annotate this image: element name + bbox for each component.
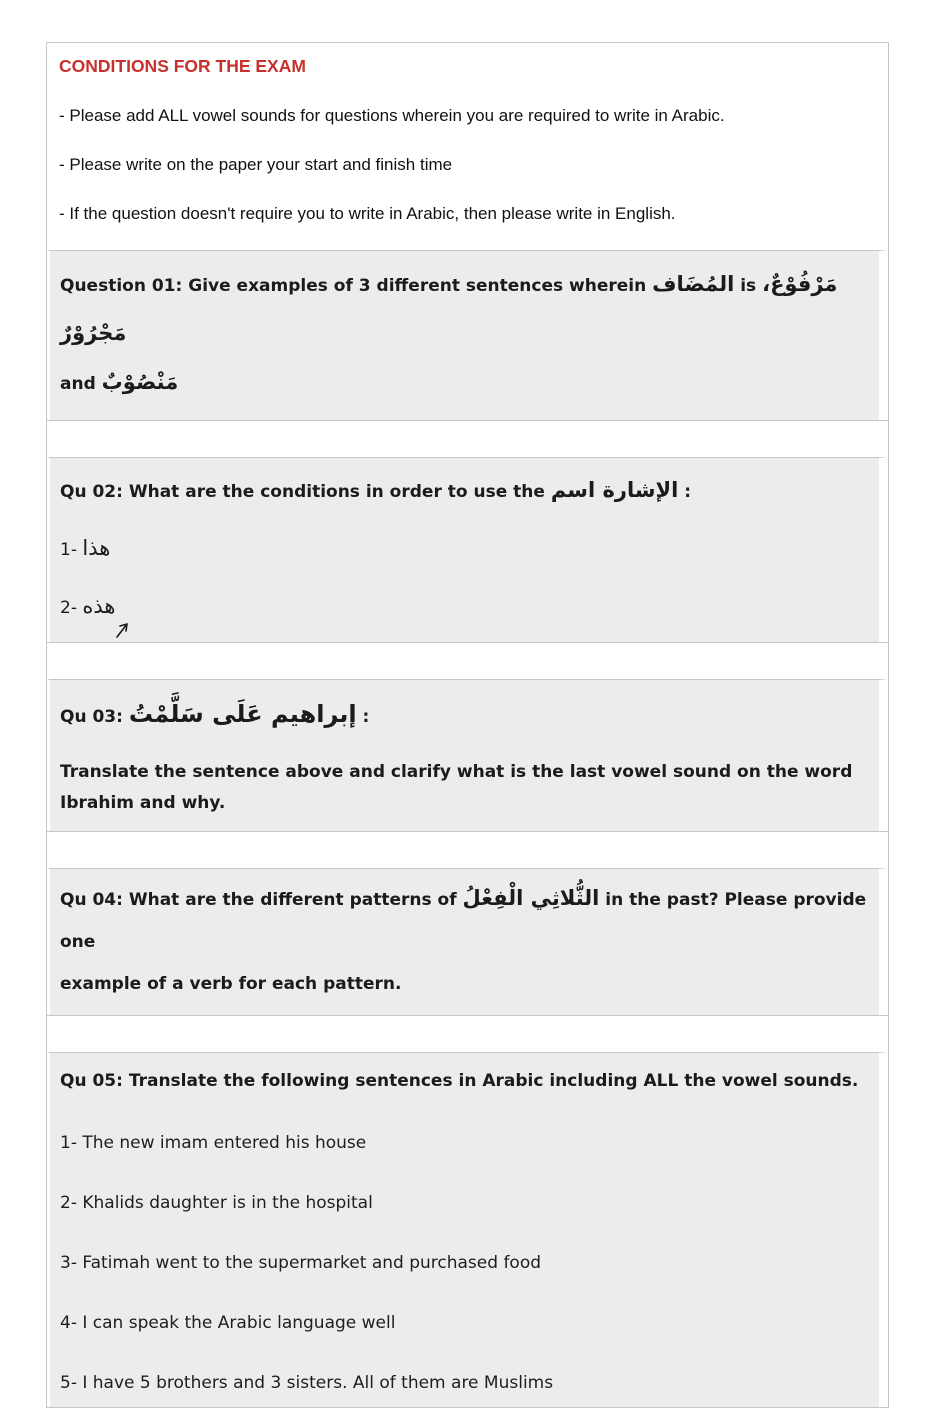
item-text: Fatimah went to the supermarket and purchased food — [82, 1253, 542, 1273]
question-01-section — [47, 250, 888, 420]
question-03-section — [47, 679, 888, 831]
question-05-section — [47, 1052, 888, 1407]
question-04-section — [47, 868, 888, 1015]
question-02-item-2 — [60, 586, 869, 628]
question-02-item-1 — [60, 528, 869, 570]
arabic-sallamtu-ala-ibrahim: سَلَّمْتُ عَلَى إبراهيم — [128, 700, 357, 728]
question-04-label: Qu 04: — [60, 890, 123, 910]
section-gap — [47, 420, 888, 457]
question-02-trailing-colon: : — [684, 482, 692, 502]
question-02-text — [60, 470, 869, 512]
question-05-item-4 — [60, 1310, 869, 1337]
question-02-label: Qu 02: — [60, 482, 123, 502]
question-05-item-3 — [60, 1250, 869, 1277]
question-01-part1: Give examples of 3 different sentences wherein — [188, 276, 647, 296]
section-gap — [47, 642, 888, 679]
item-number: 4- — [60, 1313, 77, 1333]
question-01-label: Question 01: — [60, 276, 183, 296]
condition-item-3: - If the question doesn't require you to write in Arabic, then please write in English. — [59, 204, 676, 223]
exam-document — [46, 42, 889, 1408]
question-03-label: Qu 03: — [60, 707, 123, 727]
question-03-trailing-colon: : — [362, 707, 370, 727]
arabic-hadhihi: هذه — [82, 594, 116, 618]
question-01-part2: is — [740, 276, 757, 296]
question-05-heading — [60, 1065, 869, 1097]
question-04-part2b: example of a verb for each pattern. — [60, 974, 402, 994]
conditions-section — [47, 43, 888, 250]
arabic-hadha: هذا — [82, 536, 111, 560]
question-02-section — [47, 457, 888, 642]
condition-item-2: - Please write on the paper your start and finish time — [59, 155, 453, 174]
arabic-almudaf: المُضَاف — [652, 272, 735, 296]
item-text: The new imam entered his house — [82, 1133, 367, 1153]
question-04-text — [60, 877, 869, 1005]
question-05-item-5 — [60, 1370, 869, 1397]
item-number: 3- — [60, 1253, 77, 1273]
item-number: 1- — [60, 540, 77, 560]
question-01-text — [60, 261, 869, 408]
item-text: Khalids daughter is in the hospital — [82, 1193, 373, 1213]
item-text: I can speak the Arabic language well — [82, 1313, 396, 1333]
item-text: I have 5 brothers and 3 sisters. All of them are Muslims — [82, 1373, 554, 1393]
item-number: 2- — [60, 1193, 77, 1213]
question-04-part2a: in the past? Please provide one — [60, 890, 867, 952]
arabic-ism-alishara: اسم الإشارة — [550, 478, 679, 502]
arabic-mansub: مَنْصُوْبٌ — [101, 370, 179, 394]
arabic-marfu-majrur: مَرْفُوْعٌ، مَجْرُوْرٌ — [60, 272, 838, 345]
question-05-heading-text: Translate the following sentences in Arabic including ALL the vowel sounds. — [128, 1071, 859, 1091]
question-04-part1: What are the different patterns of — [128, 890, 457, 910]
question-03-body: Translate the sentence above and clarify what is the last vowel sound on the word Ibrahim and why. — [60, 762, 853, 813]
question-05-label: Qu 05: — [60, 1071, 123, 1091]
item-number: 2- — [60, 598, 77, 618]
question-03-arabic-line — [60, 688, 869, 743]
item-number: 5- — [60, 1373, 77, 1393]
item-number: 1- — [60, 1133, 77, 1153]
section-gap — [47, 831, 888, 868]
question-05-item-1 — [60, 1130, 869, 1157]
question-01-part3: and — [60, 374, 96, 394]
question-05-item-2 — [60, 1190, 869, 1217]
section-gap — [47, 1015, 888, 1052]
arabic-alfil-althulathi: الْفِعْلُ الثُّلاثِي — [462, 886, 600, 910]
conditions-title: CONDITIONS FOR THE EXAM — [59, 56, 306, 76]
question-02-part1: What are the conditions in order to use the — [128, 482, 545, 502]
condition-item-1: - Please add ALL vowel sounds for questions wherein you are required to write in Arabic. — [59, 106, 725, 125]
